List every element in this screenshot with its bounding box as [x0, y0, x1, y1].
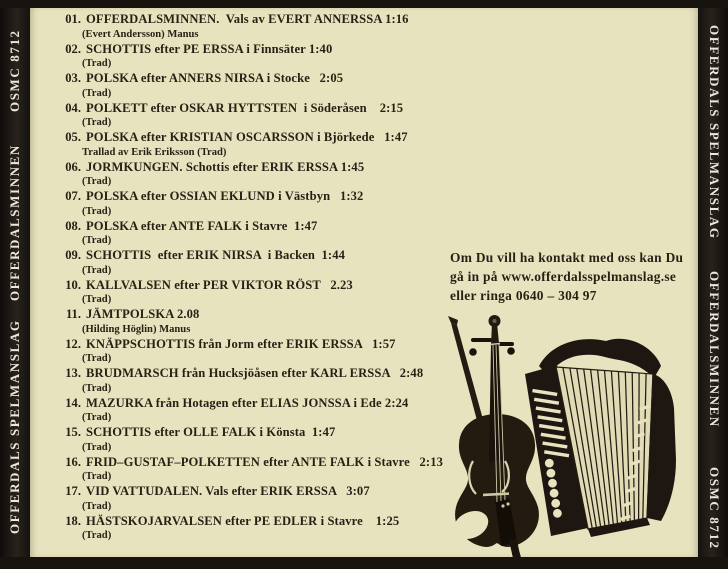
track-title: POLSKA efter ANNERS NIRSA i Stocke 2:05: [86, 71, 344, 85]
track-number: 16.: [65, 454, 81, 469]
track-credit: (Trad): [82, 530, 112, 542]
track-title: VID VATTUDALEN. Vals efter ERIK ERSSA 3:07: [86, 484, 370, 498]
track-title: JÄMTPOLSKA 2.08: [86, 307, 200, 321]
track-row: [59, 396, 483, 426]
track-number: 12.: [65, 336, 81, 351]
track-row: [59, 484, 483, 514]
track-number: 15.: [65, 425, 81, 439]
track-row: [59, 366, 483, 396]
track-credit: (Trad): [82, 500, 112, 512]
track-row: [59, 337, 483, 367]
spine-title-label: OFFERDALSMINNEN: [7, 144, 22, 301]
spine-catalog-label: OSMC 8712: [7, 29, 22, 112]
track-credit: Trallad av Erik Eriksson (Trad): [82, 146, 227, 158]
track-row: [59, 307, 483, 337]
track-number: 09.: [65, 248, 81, 262]
track-title: POLSKA efter KRISTIAN OSCARSSON i Björkede 1:47: [86, 130, 408, 144]
track-number: 13.: [65, 366, 81, 380]
track-credit: (Trad): [82, 294, 112, 306]
contact-line: Om Du vill ha kontakt med oss kan Du: [450, 250, 684, 265]
track-title: POLSKA efter ANTE FALK i Stavre 1:47: [86, 218, 318, 233]
track-number: 11.: [65, 307, 81, 321]
track-credit: (Trad): [82, 205, 112, 217]
track-row: [59, 425, 483, 455]
track-row: [59, 278, 483, 308]
track-credit: (Trad): [82, 176, 112, 188]
contact-line: eller ringa 0640 – 304 97: [450, 288, 597, 303]
track-number: 05.: [65, 130, 81, 144]
track-credit: (Trad): [82, 235, 112, 247]
track-row: [59, 12, 483, 42]
track-row: [59, 189, 483, 219]
track-credit: (Trad): [82, 58, 112, 70]
track-credit: (Trad): [82, 264, 112, 276]
track-credit: (Trad): [82, 441, 112, 453]
track-title: SCHOTTIS efter ERIK NIRSA i Backen 1:44: [86, 248, 346, 262]
track-title: HÄSTSKOJARVALSEN efter PE EDLER i Stavre 1:25: [86, 513, 400, 528]
track-title: SCHOTTIS efter OLLE FALK i Könsta 1:47: [86, 425, 336, 439]
track-row: [59, 130, 483, 160]
track-number: 04.: [65, 100, 81, 115]
track-list: [30, 12, 483, 543]
spine-artist-label: OFFERDALS SPELMANSLAG: [707, 25, 722, 240]
track-number: 03.: [65, 71, 81, 85]
right-spine: [698, 0, 728, 569]
track-title: POLSKA efter OSSIAN EKLUND i Västbyn 1:32: [86, 189, 364, 203]
track-title: BRUDMARSCH från Hucksjöåsen efter KARL ERSSA 2:48: [86, 366, 424, 380]
track-number: 17.: [65, 484, 81, 498]
bottom-border: [0, 557, 728, 569]
track-number: 06.: [65, 159, 81, 174]
track-title: MAZURKA från Hotagen efter ELIAS JONSSA i Ede 2:24: [86, 395, 409, 410]
track-row: [59, 248, 483, 278]
track-number: 08.: [65, 218, 81, 233]
track-number: 18.: [65, 513, 81, 528]
contact-info: [450, 248, 683, 305]
track-title: OFFERDALSMINNEN. Vals av EVERT ANNERSSA 1:16: [86, 12, 409, 26]
left-spine: [0, 0, 30, 569]
spine-catalog-label: OSMC 8712: [707, 467, 722, 550]
track-number: 07.: [65, 189, 81, 203]
track-title: KNÄPPSCHOTTIS från Jorm efter ERIK ERSSA 1:57: [86, 336, 396, 351]
track-row: [59, 514, 483, 544]
track-row: [59, 42, 483, 72]
track-credit: (Evert Andersson) Manus: [82, 28, 199, 40]
track-number: 14.: [65, 395, 81, 410]
track-credit: (Trad): [82, 382, 112, 394]
track-credit: (Trad): [82, 117, 112, 129]
track-credit: (Trad): [82, 353, 112, 365]
top-border: [0, 0, 728, 8]
track-title: POLKETT efter OSKAR HYTTSTEN i Söderåsen 2:15: [86, 100, 404, 115]
spine-artist-label: OFFERDALS SPELMANSLAG: [7, 319, 22, 534]
track-number: 10.: [65, 277, 81, 292]
track-title: JORMKUNGEN. Schottis efter ERIK ERSSA 1:45: [86, 159, 365, 174]
spine-title-label: OFFERDALSMINNEN: [707, 271, 722, 428]
peg-knob: [507, 347, 515, 355]
track-credit: (Trad): [82, 87, 112, 99]
accordion-drawing: [525, 339, 676, 537]
track-credit: (Hilding Höglin) Manus: [82, 323, 191, 335]
track-number: 01.: [65, 12, 81, 26]
violin-accordion-illustration: [447, 310, 703, 564]
track-title: SCHOTTIS efter PE ERSSA i Finnsäter 1:40: [86, 41, 333, 56]
track-row: [59, 219, 483, 249]
track-row: [59, 71, 483, 101]
track-number: 02.: [65, 41, 81, 56]
track-credit: (Trad): [82, 412, 112, 424]
track-title: FRID–GUSTAF–POLKETTEN efter ANTE FALK i Stavre 2:13: [86, 454, 443, 469]
track-credit: (Trad): [82, 471, 112, 483]
track-row: [59, 101, 483, 131]
track-row: [59, 160, 483, 190]
track-row: [59, 455, 483, 485]
track-title: KALLVALSEN efter PER VIKTOR RÖST 2.23: [86, 277, 353, 292]
contact-line: gå in på www.offerdalsspelmanslag.se: [450, 269, 677, 284]
